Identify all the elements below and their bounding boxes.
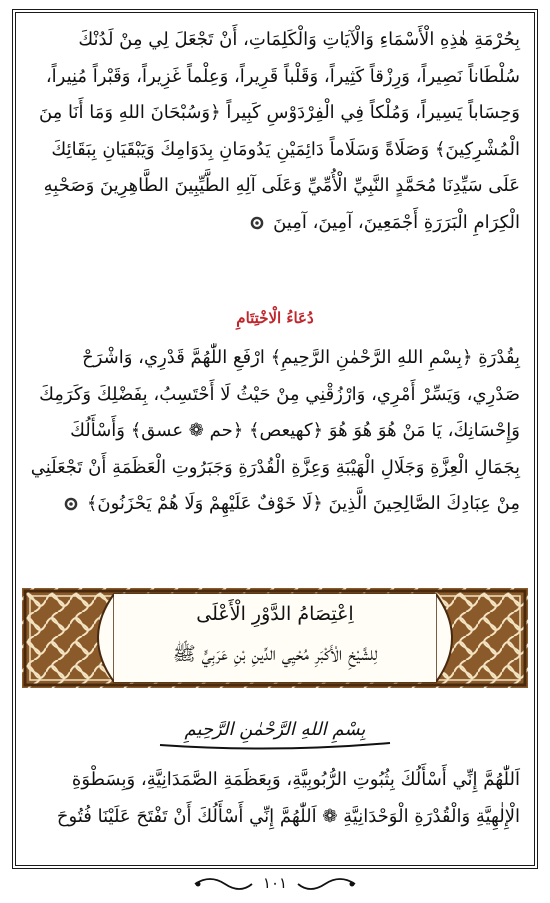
text-line-last xyxy=(30,205,520,242)
text-line: الْمُشْرِكِينَ﴾ وَصَلَاةً وَسَلَاماً دَائِمَيْنِ يَدُومَانِ بِدَوَامِكَ وَيَبْقَيَانِ بِبَقَائِكَ xyxy=(51,138,520,160)
work-author: لِلشَّيْخِ الْأَكْبَرِ مُحْيِي الدِّينِ بْنِ عَرَبِيٍّ ﷺ xyxy=(172,643,378,665)
rosette-icon xyxy=(250,216,264,230)
basmala-text: بِسْمِ اللهِ الرَّحْمٰنِ الرَّحِيمِ xyxy=(184,719,366,740)
text-block-closing-prayer xyxy=(30,340,520,523)
text-line: بِحُرْمَةِ هٰذِهِ الْأَسْمَاءِ وَالْآيَاتِ وَالْكَلِمَاتِ، أَنْ تَجْعَلَ لِي مِنْ لَدُنْكَ xyxy=(78,29,520,50)
text-block-opening xyxy=(30,22,520,241)
page-footer xyxy=(0,869,550,899)
rosette-icon xyxy=(64,497,78,511)
basmala-calligraphy xyxy=(150,715,400,755)
text-line: وَإِحْسَانِكَ، يَا مَنْ هُوَ هُوَ هُوَ ﴿كهيعص﴾ ﴿حم ❁ عسق﴾ وَأَسْأَلُكَ xyxy=(70,420,520,441)
text-line: بِقُدْرَةِ ﴿بِسْمِ اللهِ الرَّحْمٰنِ الرَّحِيمِ﴾ ارْفَعِ اللّٰهُمَّ قَدْرِي، وَاشْرَحْ xyxy=(82,347,520,368)
text-line: صَدْرِي، وَيَسِّرْ أَمْرِي، وَارْزُقْنِي مِنْ حَيْثُ لَا أَحْتَسِبُ، بِفَضْلِكَ وَكَرَمِكَ xyxy=(39,383,520,405)
text-line: مِنْ عِبَادِكَ الصَّالِحِينَ الَّذِينَ ﴿لَا خَوْفٌ عَلَيْهِمْ وَلَا هُمْ يَحْزَنُونَ﴾ xyxy=(86,493,520,514)
page-number: ١٠١ xyxy=(262,874,288,892)
work-title: اِعْتِصَامُ الدَّوْرِ الْأَعْلَى xyxy=(196,603,354,625)
text-line: عَلَى سَيِّدِنَا مُحَمَّدٍ النَّبِيِّ الْأُمِّيِّ وَعَلَى آلِهِ الطَّيِّبِينَ الطَّاهِرِينَ وَصَحْبِهِ xyxy=(43,175,520,196)
title-inner xyxy=(114,594,436,682)
text-line: بِجَمَالِ الْعِزَّةِ وَجَلَالِ الْهَيْبَةِ وَعِزَّةِ الْقُدْرَةِ وَجَبَرُوتِ الْعَظَمَةِ أَنْ تَجْعَلَنِي xyxy=(30,456,520,478)
text-line: الْإِلٰهِيَّةِ وَالْقُدْرَةِ الْوَحْدَانِيَّةِ ❁ اَللّٰهُمَّ إِنِّي أَسْأَلُكَ أَنْ تَفْتَحَ عَلَيْنَا فُتُوحَ xyxy=(56,805,520,827)
text-line: الْكِرَامِ الْبَرَرَةِ أَجْمَعِينَ، آمِينَ، آمِينَ xyxy=(273,211,520,233)
text-line: سُلْطَاناً نَصِيراً، وَرِزْقاً كَثِيراً، وَقَلْباً قَرِيراً، وَعِلْماً غَزِيراً، وَقَبْراً مُنِيراً، xyxy=(45,65,520,87)
text-line: اَللّٰهُمَّ إِنِّي أَسْأَلُكَ بِثُبُوتِ الرُّبُوبِيَّةِ، وَبِعَظَمَةِ الصَّمَدَانِيَّةِ، وَبِسَطْوَةِ xyxy=(71,769,520,790)
title-panel xyxy=(22,588,528,688)
text-line-last xyxy=(30,486,520,523)
section-heading: دُعَاءُ الْاخْتِتَامِ xyxy=(236,309,314,327)
text-line: وَحِسَاباً يَسِيراً، وَمُلْكاً فِي الْفِرْدَوْسِ كَبِيراً ﴿وَسُبْحَانَ اللهِ وَمَا أَنَا مِنَ xyxy=(38,102,520,123)
text-block-i-tisam xyxy=(30,762,520,835)
